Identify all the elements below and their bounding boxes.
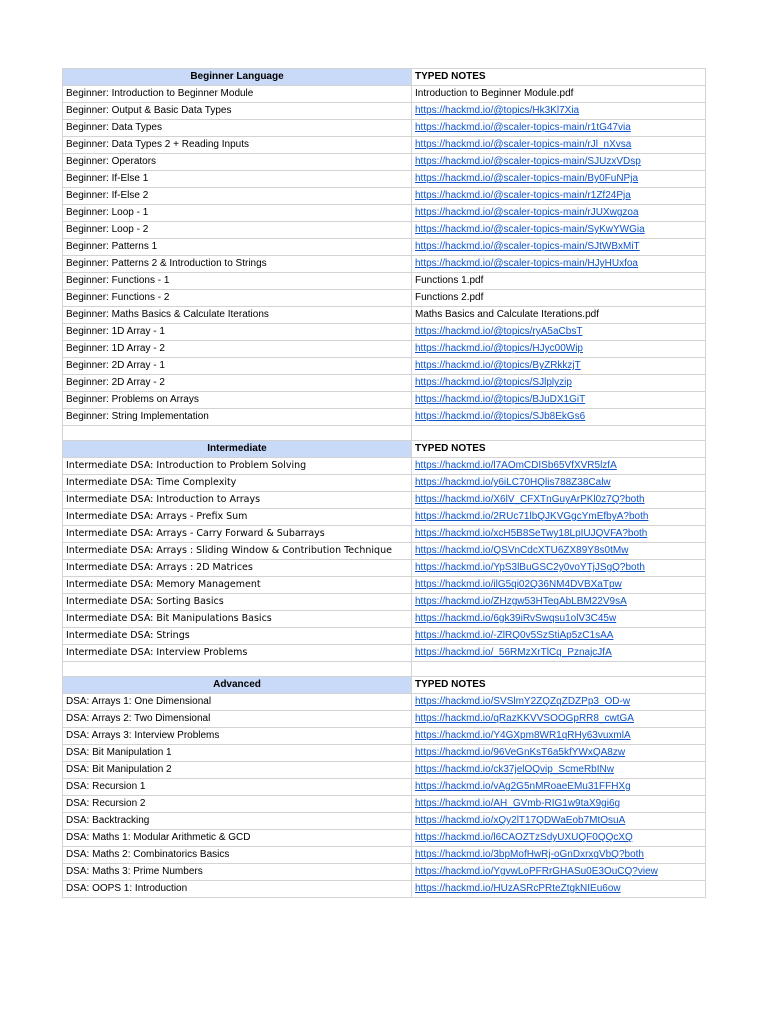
- topic-cell: Beginner: Patterns 2 & Introduction to Strings: [63, 256, 412, 273]
- notes-link[interactable]: https://hackmd.io/xQy2lT17QDWaEob7MtOsuA: [415, 815, 626, 826]
- notes-file-name: Functions 1.pdf: [415, 275, 484, 286]
- notes-link[interactable]: https://hackmd.io/2RUc71lbQJKVGgcYmEfbyA?both: [415, 511, 649, 522]
- table-row: [63, 375, 706, 392]
- table-row: [63, 881, 706, 898]
- notes-link[interactable]: https://hackmd.io/@topics/ryA5aCbsT: [415, 326, 583, 337]
- notes-cell: [412, 154, 706, 171]
- notes-link[interactable]: https://hackmd.io/ilG5qi02Q36NM4DVBXaTpw: [415, 579, 622, 590]
- table-row: [63, 154, 706, 171]
- notes-cell: [412, 307, 706, 324]
- topic-cell: Beginner: Introduction to Beginner Module: [63, 86, 412, 103]
- notes-cell: [412, 543, 706, 560]
- topic-cell: Beginner: Data Types 2 + Reading Inputs: [63, 137, 412, 154]
- table-row: [63, 171, 706, 188]
- topic-cell: Intermediate DSA: Bit Manipulations Basics: [63, 611, 412, 628]
- table-row: [63, 694, 706, 711]
- notes-cell: [412, 694, 706, 711]
- topic-cell: Beginner: Operators: [63, 154, 412, 171]
- empty-cell: [63, 426, 412, 441]
- section-title: Beginner Language: [63, 69, 412, 86]
- topic-cell: Beginner: Data Types: [63, 120, 412, 137]
- topic-cell: Intermediate DSA: Strings: [63, 628, 412, 645]
- notes-cell: [412, 120, 706, 137]
- topic-cell: DSA: Maths 1: Modular Arithmetic & GCD: [63, 830, 412, 847]
- topic-cell: DSA: Maths 3: Prime Numbers: [63, 864, 412, 881]
- table-row: [63, 762, 706, 779]
- notes-link[interactable]: https://hackmd.io/ck37jelOQvip_ScmeRbINw: [415, 764, 614, 775]
- notes-link[interactable]: https://hackmd.io/@scaler-topics-main/SJtWBxMiT: [415, 241, 640, 252]
- topic-cell: Beginner: 2D Array - 1: [63, 358, 412, 375]
- notes-cell: [412, 813, 706, 830]
- section-title: Intermediate: [63, 441, 412, 458]
- notes-cell: [412, 560, 706, 577]
- topic-cell: Intermediate DSA: Memory Management: [63, 577, 412, 594]
- notes-link[interactable]: https://hackmd.io/ZHzgw53HTeqAbLBM22V9sA: [415, 596, 627, 607]
- table-row: [63, 222, 706, 239]
- table-row: [63, 728, 706, 745]
- notes-cell: [412, 171, 706, 188]
- topic-cell: Beginner: Loop - 1: [63, 205, 412, 222]
- section-header-row: [63, 69, 706, 86]
- table-row: [63, 813, 706, 830]
- notes-link[interactable]: https://hackmd.io/qRazKKVVSOOGpRR8_cwtGA: [415, 713, 634, 724]
- topic-cell: Intermediate DSA: Interview Problems: [63, 645, 412, 662]
- table-row: [63, 526, 706, 543]
- notes-link[interactable]: https://hackmd.io/3bpMofHwRj-oGnDxrxgVbQ?both: [415, 849, 644, 860]
- notes-file-name: Introduction to Beginner Module.pdf: [415, 88, 574, 99]
- topic-cell: Beginner: Patterns 1: [63, 239, 412, 256]
- topic-cell: Intermediate DSA: Arrays - Carry Forward & Subarrays: [63, 526, 412, 543]
- notes-link[interactable]: https://hackmd.io/@topics/SJb8EkGs6: [415, 411, 586, 422]
- notes-link[interactable]: https://hackmd.io/QSVnCdcXTU6ZX89Y8s0tMw: [415, 545, 629, 556]
- notes-link[interactable]: https://hackmd.io/l6CAOZTzSdyUXUQF0QQcXQ: [415, 832, 633, 843]
- topic-cell: DSA: Bit Manipulation 1: [63, 745, 412, 762]
- table-row: [63, 409, 706, 426]
- topic-cell: Beginner: If-Else 1: [63, 171, 412, 188]
- topic-cell: DSA: Recursion 1: [63, 779, 412, 796]
- empty-cell: [412, 662, 706, 677]
- spacer-row: [63, 426, 706, 441]
- notes-link[interactable]: https://hackmd.io/6gk39iRvSwqsu1olV3C45w: [415, 613, 617, 624]
- notes-cell: [412, 375, 706, 392]
- table-row: [63, 290, 706, 307]
- notes-cell: [412, 830, 706, 847]
- topic-cell: Intermediate DSA: Arrays : Sliding Window & Contribution Technique: [63, 543, 412, 560]
- topic-cell: Beginner: Functions - 1: [63, 273, 412, 290]
- notes-cell: [412, 796, 706, 813]
- notes-link[interactable]: https://hackmd.io/@topics/Hk3Kl7Xia: [415, 105, 580, 116]
- notes-link[interactable]: https://hackmd.io/X6lV_CFXTnGuyArPKl0z7Q?both: [415, 494, 645, 505]
- table-row: [63, 492, 706, 509]
- notes-link[interactable]: https://hackmd.io/vAg2G5nMRoaeEMu31FFHXg: [415, 781, 631, 792]
- notes-link[interactable]: https://hackmd.io/@topics/SJlplyzip: [415, 377, 572, 388]
- notes-cell: [412, 103, 706, 120]
- topic-cell: DSA: Arrays 3: Interview Problems: [63, 728, 412, 745]
- notes-cell: [412, 256, 706, 273]
- notes-link[interactable]: https://hackmd.io/@topics/ByZRkkzjT: [415, 360, 581, 371]
- notes-file-name: Maths Basics and Calculate Iterations.pdf: [415, 309, 599, 320]
- table-row: [63, 256, 706, 273]
- typed-notes-header: TYPED NOTES: [412, 441, 706, 458]
- notes-link[interactable]: https://hackmd.io/HUzASRcPRteZtgkNIEu6ow: [415, 883, 621, 894]
- notes-link[interactable]: https://hackmd.io/xcH5B8SeTwy18LpIUJQVFA?both: [415, 528, 648, 539]
- notes-cell: [412, 881, 706, 898]
- notes-link[interactable]: https://hackmd.io/@scaler-topics-main/By0FuNPja: [415, 173, 639, 184]
- table-row: [63, 543, 706, 560]
- notes-link[interactable]: https://hackmd.io/@scaler-topics-main/r1Zf24Pja: [415, 190, 631, 201]
- table-row: [63, 137, 706, 154]
- table-row: [63, 796, 706, 813]
- notes-link[interactable]: https://hackmd.io/-ZlRQ0v5SzStiAp5zC1sAA: [415, 630, 614, 641]
- section-header-row: [63, 677, 706, 694]
- table-row: [63, 509, 706, 526]
- spacer-row: [63, 662, 706, 677]
- notes-link[interactable]: https://hackmd.io/SVSlmY2ZQZqZDZPp3_OD-w: [415, 696, 631, 707]
- topic-cell: DSA: Bit Manipulation 2: [63, 762, 412, 779]
- notes-cell: [412, 645, 706, 662]
- table-row: [63, 324, 706, 341]
- notes-cell: [412, 779, 706, 796]
- notes-cell: [412, 324, 706, 341]
- notes-link[interactable]: https://hackmd.io/96VeGnKsT6a5kfYWxQA8zw: [415, 747, 626, 758]
- table-row: [63, 475, 706, 492]
- table-row: [63, 628, 706, 645]
- notes-file-name: Functions 2.pdf: [415, 292, 484, 303]
- notes-cell: [412, 762, 706, 779]
- notes-link[interactable]: https://hackmd.io/@scaler-topics-main/SyKwYWGia: [415, 224, 645, 235]
- notes-cell: [412, 188, 706, 205]
- topic-cell: Intermediate DSA: Introduction to Problem Solving: [63, 458, 412, 475]
- table-row: [63, 745, 706, 762]
- topic-cell: Beginner: If-Else 2: [63, 188, 412, 205]
- notes-cell: [412, 273, 706, 290]
- table-row: [63, 594, 706, 611]
- notes-cell: [412, 392, 706, 409]
- topic-cell: Beginner: 1D Array - 1: [63, 324, 412, 341]
- notes-link[interactable]: https://hackmd.io/@scaler-topics-main/HJyHUxfoa: [415, 258, 638, 269]
- notes-cell: [412, 628, 706, 645]
- notes-cell: [412, 847, 706, 864]
- table-row: [63, 458, 706, 475]
- notes-cell: [412, 458, 706, 475]
- notes-cell: [412, 577, 706, 594]
- topic-cell: DSA: Arrays 1: One Dimensional: [63, 694, 412, 711]
- notes-link[interactable]: https://hackmd.io/@topics/HJyc00Wip: [415, 343, 583, 354]
- table-row: [63, 239, 706, 256]
- notes-link[interactable]: https://hackmd.io/@scaler-topics-main/SJUzxVDsp: [415, 156, 641, 167]
- notes-cell: [412, 864, 706, 881]
- notes-cell: [412, 86, 706, 103]
- notes-cell: [412, 492, 706, 509]
- topic-cell: Beginner: 2D Array - 2: [63, 375, 412, 392]
- notes-cell: [412, 728, 706, 745]
- table-row: [63, 188, 706, 205]
- empty-cell: [412, 426, 706, 441]
- topic-cell: Beginner: Loop - 2: [63, 222, 412, 239]
- notes-link[interactable]: https://hackmd.io/Y4GXpm8WR1qRHy63vuxmlA: [415, 730, 631, 741]
- topic-cell: Beginner: 1D Array - 2: [63, 341, 412, 358]
- notes-link[interactable]: https://hackmd.io/@topics/BJuDX1GiT: [415, 394, 586, 405]
- notes-cell: [412, 341, 706, 358]
- notes-link[interactable]: https://hackmd.io/AH_GVmb-RIG1w9taX9gi6g: [415, 798, 621, 809]
- notes-link[interactable]: https://hackmd.io/@scaler-topics-main/rJl_nXvsa: [415, 139, 632, 150]
- table-row: [63, 611, 706, 628]
- notes-cell: [412, 222, 706, 239]
- notes-cell: [412, 409, 706, 426]
- table-row: [63, 358, 706, 375]
- notes-link[interactable]: https://hackmd.io/YpS3lBuGSC2y0voYTjJSgQ?both: [415, 562, 645, 573]
- topic-cell: Beginner: Output & Basic Data Types: [63, 103, 412, 120]
- table-row: [63, 830, 706, 847]
- section-header-row: [63, 441, 706, 458]
- notes-cell: [412, 594, 706, 611]
- table-row: [63, 205, 706, 222]
- notes-cell: [412, 711, 706, 728]
- topic-cell: Beginner: Maths Basics & Calculate Iterations: [63, 307, 412, 324]
- notes-cell: [412, 745, 706, 762]
- typed-notes-header: TYPED NOTES: [412, 69, 706, 86]
- table-row: [63, 273, 706, 290]
- table-row: [63, 392, 706, 409]
- notes-link[interactable]: https://hackmd.io/_56RMzXrTlCq_PznajcJfA: [415, 647, 612, 658]
- table-row: [63, 711, 706, 728]
- table-row: [63, 779, 706, 796]
- table-row: [63, 86, 706, 103]
- notes-cell: [412, 509, 706, 526]
- notes-link[interactable]: https://hackmd.io/l7AOmCDISb65VfXVR5lzfA: [415, 460, 617, 471]
- topic-cell: DSA: OOPS 1: Introduction: [63, 881, 412, 898]
- topic-cell: Intermediate DSA: Sorting Basics: [63, 594, 412, 611]
- topic-cell: Intermediate DSA: Arrays - Prefix Sum: [63, 509, 412, 526]
- topic-cell: Intermediate DSA: Introduction to Arrays: [63, 492, 412, 509]
- notes-cell: [412, 290, 706, 307]
- notes-cell: [412, 611, 706, 628]
- topic-cell: Beginner: Problems on Arrays: [63, 392, 412, 409]
- notes-link[interactable]: https://hackmd.io/@scaler-topics-main/r1tG47via: [415, 122, 631, 133]
- topic-cell: DSA: Recursion 2: [63, 796, 412, 813]
- table-row: [63, 341, 706, 358]
- notes-link[interactable]: https://hackmd.io/YgvwLoPFRrGHASu0E3OuCQ?view: [415, 866, 658, 877]
- table-row: [63, 307, 706, 324]
- table-row: [63, 103, 706, 120]
- empty-cell: [63, 662, 412, 677]
- table-row: [63, 560, 706, 577]
- table-row: [63, 120, 706, 137]
- notes-cell: [412, 526, 706, 543]
- notes-cell: [412, 358, 706, 375]
- topic-cell: Beginner: Functions - 2: [63, 290, 412, 307]
- topic-cell: Intermediate DSA: Time Complexity: [63, 475, 412, 492]
- table-row: [63, 847, 706, 864]
- table-row: [63, 577, 706, 594]
- topic-cell: DSA: Arrays 2: Two Dimensional: [63, 711, 412, 728]
- notes-link[interactable]: https://hackmd.io/y6iLC70HQlis788Z38Calw: [415, 477, 611, 488]
- topic-cell: Intermediate DSA: Arrays : 2D Matrices: [63, 560, 412, 577]
- section-title: Advanced: [63, 677, 412, 694]
- notes-link[interactable]: https://hackmd.io/@scaler-topics-main/rJUXwgzoa: [415, 207, 639, 218]
- typed-notes-header: TYPED NOTES: [412, 677, 706, 694]
- notes-cell: [412, 239, 706, 256]
- notes-cell: [412, 137, 706, 154]
- notes-cell: [412, 475, 706, 492]
- table-row: [63, 645, 706, 662]
- topic-cell: Beginner: String Implementation: [63, 409, 412, 426]
- topic-cell: DSA: Backtracking: [63, 813, 412, 830]
- topic-cell: DSA: Maths 2: Combinatorics Basics: [63, 847, 412, 864]
- notes-cell: [412, 205, 706, 222]
- table-row: [63, 864, 706, 881]
- notes-table: [62, 68, 706, 898]
